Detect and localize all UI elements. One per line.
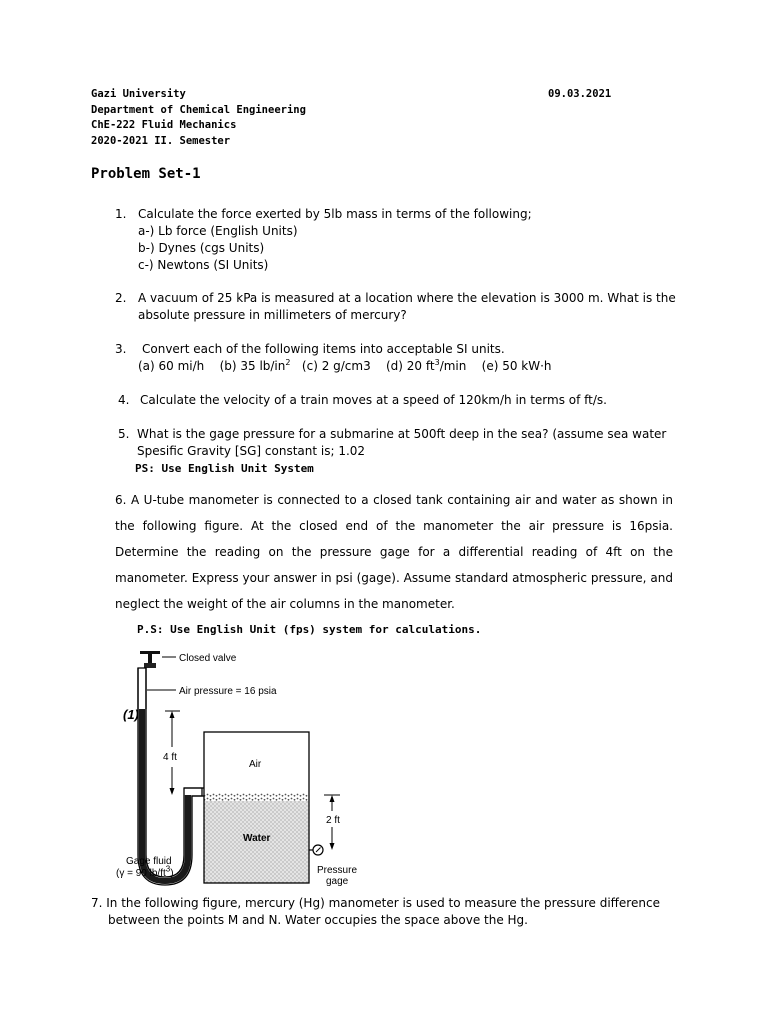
q5-number: 5. <box>118 427 130 441</box>
q3-item-a: (a) 60 mi/h <box>138 359 205 373</box>
q1-part-b: b-) Dynes (cgs Units) <box>138 241 265 255</box>
air-label: Air <box>249 759 262 770</box>
q4-number: 4. <box>118 393 130 407</box>
course-name: ChE-222 Fluid Mechanics <box>91 119 237 131</box>
closed-valve-icon <box>140 651 160 668</box>
gage-fluid-label: Gage fluid <box>126 856 172 867</box>
department-name: Department of Chemical Engineering <box>91 103 306 116</box>
q3-item-c: (c) 2 g/cm3 <box>301 359 371 373</box>
gage-fluid-gamma: (γ = 90 $lb/ft^3$) <box>116 864 174 879</box>
semester: 2020-2021 II. Semester <box>91 134 231 147</box>
q3-prompt: Convert each of the following items into acceptable SI units. <box>142 342 505 356</box>
q1-prompt: Calculate the force exerted by 5lb mass in terms of the following; <box>138 207 532 221</box>
water-label: Water <box>243 833 271 844</box>
q2-line-2: absolute pressure in millimeters of mercury? <box>138 308 407 322</box>
q1-part-c: c-) Newtons (SI Units) <box>138 258 269 272</box>
q1-number: 1. <box>115 207 127 221</box>
q5-ps-note: PS: Use English Unit System <box>135 462 314 475</box>
q3-items <box>138 358 552 375</box>
q1-part-a: a-) Lb force (English Units) <box>138 224 298 238</box>
q6-text: 6. A U-tube manometer is connected to a closed tank containing air and water as shown in the following figure. At the closed end of the manometer the air pressure is 16psia. Determine the reading on the pressure gage for a differential reading of 4ft on the manometer. Express your answer in psi (gage). Assume standard atmospheric pressure, and neglect the weight of the air columns in the manometer. <box>115 493 673 611</box>
four-ft-label: 4 ft <box>163 752 177 763</box>
q3-item-e: (e) 50 kW·h <box>481 359 552 373</box>
document-date: 09.03.2021 <box>548 88 612 100</box>
document-header <box>91 87 306 149</box>
q3-item-b: (b) 35 $lb/in^2$ <box>219 358 291 373</box>
q3-item-d: (d) 20 $ft^3/\min$ <box>386 358 467 373</box>
q4-text: Calculate the velocity of a train moves at a speed of 120km/h in terms of ft/s. <box>140 393 607 407</box>
q5-line-2: Spesific Gravity [SG] constant is; 1.02 <box>137 444 366 458</box>
q3-number: 3. <box>115 342 127 356</box>
q2-text <box>138 290 676 324</box>
q2-number: 2. <box>115 291 127 305</box>
q1-text <box>138 206 532 274</box>
university-name: Gazi University <box>91 88 186 100</box>
pressure-gage-icon <box>313 845 323 855</box>
q5-text <box>137 426 666 460</box>
manometer-figure <box>110 645 370 890</box>
q5-line-1: What is the gage pressure for a submarine at 500ft deep in the sea? (assume sea water <box>137 427 667 441</box>
closed-tank <box>204 732 309 883</box>
q7-text <box>91 895 660 929</box>
q7-line-1: 7. In the following figure, mercury (Hg) manometer is used to measure the pressure difference <box>91 896 660 910</box>
pressure-gage-label-line2: gage <box>326 876 349 887</box>
two-ft-label: 2 ft <box>326 815 340 826</box>
pressure-gage-label-line1: Pressure <box>317 865 358 876</box>
closed-valve-label: Closed valve <box>179 653 237 664</box>
page-title: Problem Set-1 <box>91 166 201 182</box>
q6-ps-note: P.S: Use English Unit (fps) system for calculations. <box>137 623 482 636</box>
water-surface <box>204 793 309 801</box>
u-tube <box>138 668 204 885</box>
air-pressure-label: Air pressure = 16 psia <box>179 686 277 697</box>
q7-line-2: between the points M and N. Water occupies the space above the Hg. <box>108 913 528 927</box>
point-1-marker: (1) <box>123 707 139 722</box>
q2-line-1: A vacuum of 25 kPa is measured at a location where the elevation is 3000 m. What is the <box>138 291 676 305</box>
